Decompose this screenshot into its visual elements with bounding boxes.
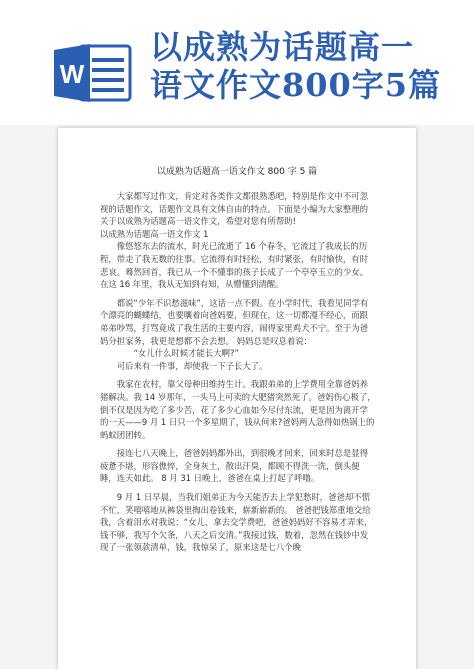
quote-1: “女儿什么时候才能长大啊?” bbox=[133, 348, 239, 359]
intro-paragraph: 大家都写过作文，肯定对各类作文都很熟悉吧，特别是作文中不可忽视的话题作文，话题作文具有文体自由的特点。下面是小编为大家整理的关于以成熟为话题高一语文作文，希望对您有所帮助! bbox=[100, 191, 369, 227]
paragraph-3: 可后来有一件事，却使我一下子长大了。 bbox=[116, 360, 268, 371]
section-heading: 以成熟为话题高一语文作文 1 bbox=[100, 228, 209, 239]
banner-title bbox=[150, 28, 470, 104]
paragraph-5: 接连七八天晚上，爸爸妈妈都外出，到很晚才回来，回来时总是显得疲惫不堪，形容憔悴，全身灰土，散出汗臭，都顾不得洗一洗，倒头便睡，连天如此。 8 月 31 日晚上，爸爸在桌上打起了呼噜。 bbox=[100, 448, 369, 484]
header-banner bbox=[0, 0, 474, 125]
document-body bbox=[100, 190, 376, 554]
paragraph-4: 我家在农村，靠父母种田维持生计。我跟弟弟的上学费用全靠爸妈养猪解决。我 14 岁那年，一头马上可卖的大肥猪突然死了。爸妈伤心极了，倒不仅是因为吃了多少苦，花了多少心血如今尽付东流，更是因为离开学的一天——9 月 1 日只一个多星期了，钱从何来?爸妈两人急得如热锅上的蚂蚁团团转。 bbox=[100, 379, 376, 440]
paragraph-6: 9 月 1 日早晨，当我们姐弟正为今天能否去上学犯愁时，爸爸却不慌不忙，笑嘻嘻地从裤袋里掏出卷钱来，崭新崭新的。 爸爸把钱郑重地交给我，含着泪水对我说：“女儿，拿去交学费吧，爸爸妈妈好不容易才弄来，钱不够，我写个欠条，八天之后交清。”我接过钱，数着，忽然在钱钞中发现了一张领款清单，钱，我惊呆了，原来这是七八个晚 bbox=[100, 492, 373, 553]
word-icon-letter: W bbox=[59, 59, 85, 89]
word-document-icon bbox=[52, 42, 132, 104]
paragraph-2: 都说“少年不识愁滋味”，这话一点不假。在小学时代，我看见同学有个漂亮的蝴蝶结，也要嚷着向爸妈要，但现在，这一切都漫不经心，而跟弟弟吵骂，打骂竟成了我生活的主要内容，闹得家里鸡犬不宁。至于为爸妈分担家务，我更是想都不会去想。 妈妈总是叹息着说： bbox=[100, 297, 369, 346]
banner-title-line-1: 以成熟为话题高一 bbox=[150, 28, 415, 66]
paragraph-1: 像悠悠东去的流水，时光已流逝了 16 个春冬，它流过了我成长的历程，带走了我无数的往事。它流得有时轻松，有时紧张，有时愉快，有时悲哀。蓦然回首，我已从一个不懂事的孩子长成了一个亭亭玉立的少女。在这 16 年里，我从无知到有知，从懵懂到清醒。 bbox=[100, 241, 368, 290]
document-page bbox=[58, 128, 416, 669]
banner-title-line-2: 语文作文800字5篇 bbox=[150, 66, 442, 104]
document-title: 以成熟为话题高一语文作文 800 字 5 篇 bbox=[156, 167, 318, 177]
